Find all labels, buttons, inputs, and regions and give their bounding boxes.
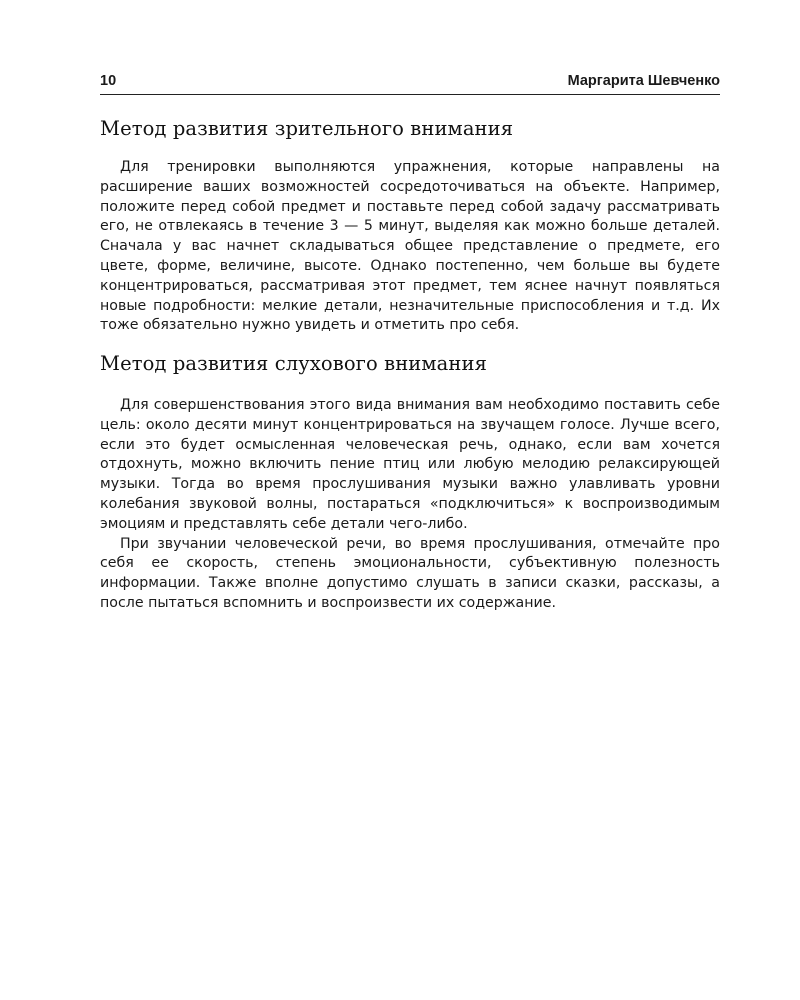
running-header	[100, 71, 720, 93]
section-body-visual-attention	[100, 158, 720, 336]
paragraph: При звучании человеческой речи, во время прослушивания, отмечайте про себя ее скорость, степень эмоциональности, субъективную полезность информации. Также вполне допустимо слушать в записи сказки, рассказы, а после пытаться вспомнить и воспроизвести их содержание.	[100, 535, 720, 611]
section-title-auditory-attention: Метод развития слухового внимания	[100, 352, 487, 375]
paragraph: Для совершенствования этого вида внимания вам необходимо поставить себе цель: около десяти минут концентрироваться на звучащем голосе. Лучше всего, если это будет осмысленная человеческая речь, однако, если вам хочется отдохнуть, можно включить пение птиц или любую мелодию релаксирующей музыки. Тогда во время прослушивания музыки важно улавливать уровни колебания звуковой волны, постараться «подключиться» к воспроизводимым эмоциям и представлять себе детали чего-либо.	[100, 397, 720, 532]
header-rule	[100, 94, 720, 95]
section-body-auditory-attention	[100, 396, 720, 614]
author-name: Маргарита Шевченко	[567, 73, 720, 89]
paragraph: Для тренировки выполняются упражнения, которые направлены на расширение ваших возможностей сосредоточиваться на объекте. Например, положите перед собой предмет и поставьте перед собой задачу рассматривать его, не отвлекаясь в течение 3 — 5 минут, выделяя как можно больше деталей. Сначала у вас начнет складываться общее представление о предмете, его цвете, форме, величине, высоте. Однако постепенно, чем больше вы будете концентрироваться, рассматривая этот предмет, тем яснее начнут появляться новые подробности: мелкие детали, незначительные приспособления и т.д. Их тоже обязательно нужно увидеть и отметить про себя.	[100, 159, 720, 334]
section-title-visual-attention: Метод развития зрительного внимания	[100, 117, 514, 140]
page-number: 10	[100, 73, 117, 89]
